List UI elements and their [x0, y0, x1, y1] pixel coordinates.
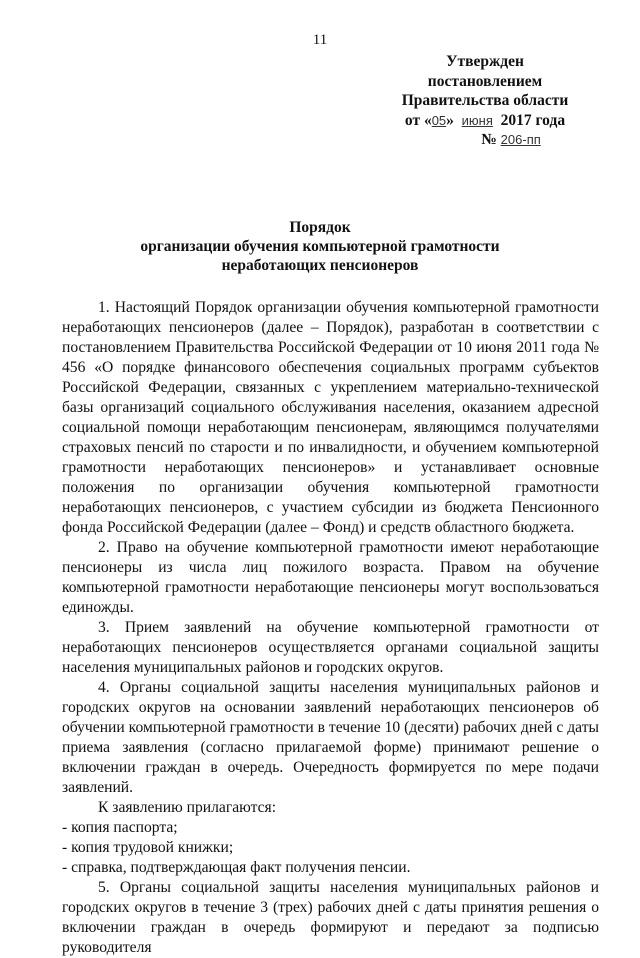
date-middle: » [446, 111, 454, 129]
paragraph-3: 3. Прием заявлений на обучение компьютерной грамотности от неработающих пенсионеров осуществляется органами социальной защиты населения муниципальных районов и городских округов. [62, 619, 599, 676]
approval-line-approved: Утвержден [446, 53, 524, 70]
approval-line-resolution: постановлением [427, 72, 543, 90]
number-prefix: № [481, 131, 497, 148]
date-prefix: от « [404, 111, 432, 129]
date-year: 2017 года [500, 111, 566, 129]
paragraph-5: 5. Органы социальной защиты населения муниципальных районов и городских округов в течение 3 (трех) рабочих дней с даты принятия решения о включении граждан в очередь формируют и передают за подписью руководителя [62, 879, 599, 956]
approval-date [380, 111, 590, 131]
paragraph-2: 2. Право на обучение компьютерной грамотности имеют неработающие пенсионеры из числа лиц пожилого возраста. Правом на обучение компьютерной грамотности неработающие пенсионеры могут воспользоваться единожды. [62, 539, 599, 616]
approval-stamp [380, 52, 590, 150]
date-day: 05 [431, 112, 447, 128]
document-title [0, 218, 640, 275]
date-month: июня [461, 112, 493, 128]
attachment-item-workbook: - копия трудовой книжки; [62, 839, 234, 856]
paragraph-1: 1. Настоящий Порядок организации обучения компьютерной грамотности неработающих пенсионеров (далее – Порядок), разработан в соответствии с постановлением Правительства Российской Федерации от 10 июня 2011 года № 456 «О порядке финансового обеспечения социальных программ субъектов Российской Федерации, связанных с укреплением материально-технической базы организаций социального обслуживания населения, оказанием адресной социальной помощи неработающим пенсионерам, являющимся получателями страховых пенсий по старости и по инвалидности, и обучением компьютерной грамотности неработающих пенсионеров» и устанавливает основные положения по организации обучения компьютерной грамотности неработающих пенсионеров, с участием субсидии из бюджета Пенсионного фонда Российской Федерации (далее – Фонд) и средств областного бюджета. [62, 299, 599, 536]
title-line-3: неработающих пенсионеров [221, 257, 419, 274]
attachment-item-passport: - копия паспорта; [62, 819, 178, 836]
approval-number [380, 130, 590, 150]
title-line-2: организации обучения компьютерной грамотности [140, 238, 500, 255]
attachments-intro: К заявлению прилагаются: [98, 799, 277, 816]
title-line-1: Порядок [289, 219, 351, 236]
approval-line-government: Правительства области [401, 92, 569, 109]
number-value: 206-пп [500, 132, 541, 147]
page-number: 11 [312, 32, 328, 48]
document-body [62, 298, 599, 958]
attachment-item-pension-certificate: - справка, подтверждающая факт получения пенсии. [62, 859, 411, 876]
paragraph-4: 4. Органы социальной защиты населения муниципальных районов и городских округов на основании заявлений неработающих пенсионеров об обучении компьютерной грамотности в течение 10 (десяти) рабочих дней с даты приема заявления (согласно прилагаемой форме) принимают решение о включении граждан в очередь. Очередность формируется по мере подачи заявлений. [62, 679, 599, 796]
